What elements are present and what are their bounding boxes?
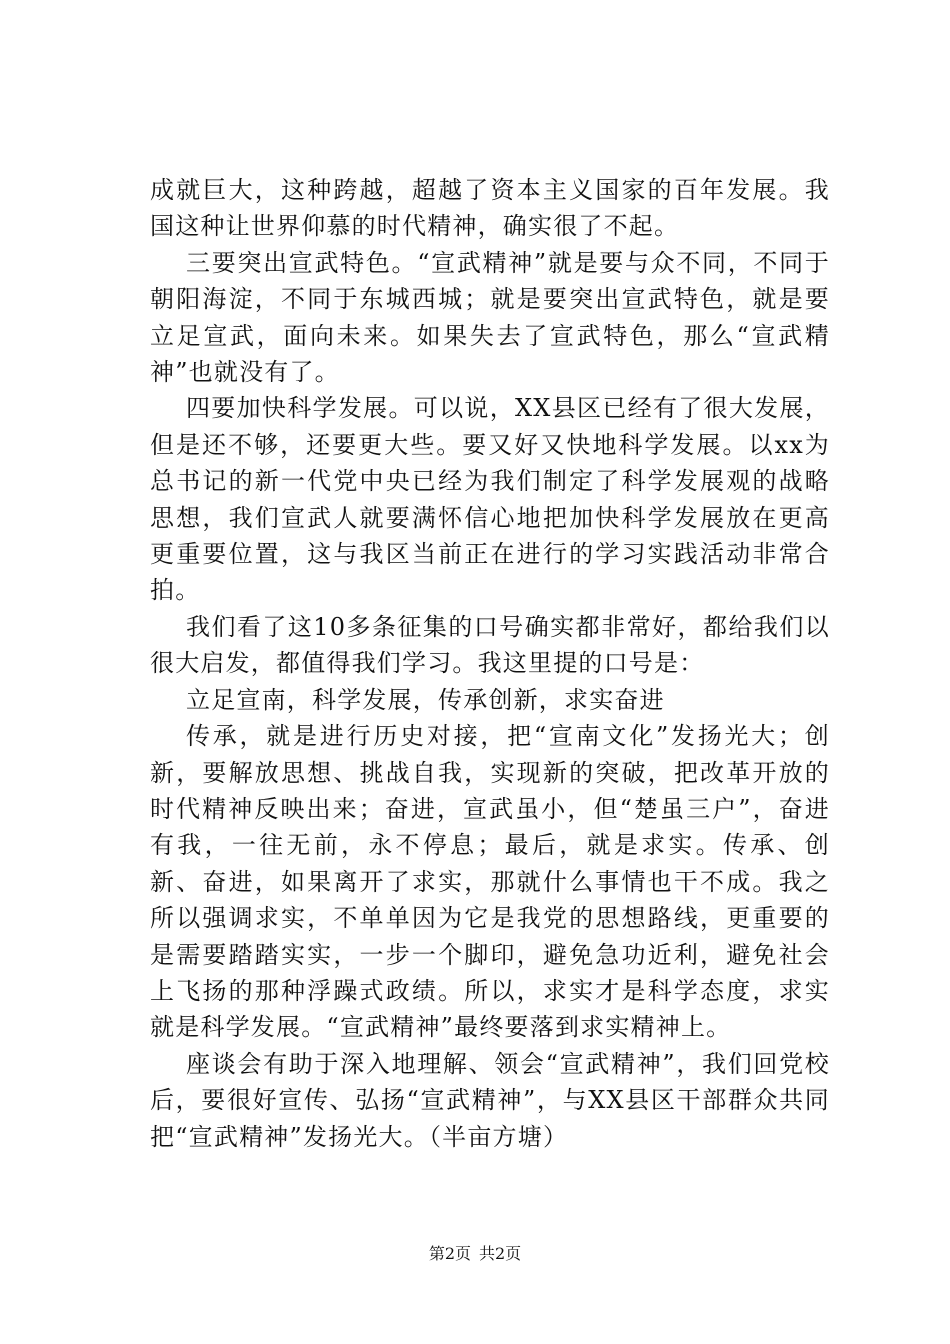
paragraph-3: 四要加快科学发展。可以说，XX县区已经有了很大发展，但是还不够，还要更大些。要又好又快地科学发展。以xx为总书记的新一代党中央已经为我们制定了科学发展观的战略思想，我们宣武人就要满怀信心地把加快科学发展放在更高更重要位置，这与我区当前正在进行的学习实践活动非常合拍。 <box>150 394 830 605</box>
paragraph-2: 三要突出宣武特色。“宣武精神”就是要与众不同，不同于朝阳海淀，不同于东城西城；就是要突出宣武特色，就是要立足宣武，面向未来。如果失去了宣武特色，那么“宣武精神”也就没有了。 <box>150 248 830 387</box>
page-footer <box>0 1244 950 1264</box>
paragraph-1: 成就巨大，这种跨越，超越了资本主义国家的百年发展。我国这种让世界仰慕的时代精神，确实很了不起。 <box>150 176 830 241</box>
paragraph-7: 座谈会有助于深入地理解、领会“宣武精神”，我们回党校后，要很好宣传、弘扬“宣武精神”，与XX县区干部群众共同把“宣武精神”发扬光大。（半亩方塘） <box>150 1049 830 1151</box>
paragraph-4: 我们看了这10多条征集的口号确实都非常好，都给我们以很大启发，都值得我们学习。我这里提的口号是： <box>150 612 830 678</box>
document-body <box>150 172 830 1155</box>
page-number-total: 共2页 <box>479 1244 522 1263</box>
page-number-current: 第2页 <box>428 1244 471 1263</box>
paragraph-6: 传承，就是进行历史对接，把“宣南文化”发扬光大；创新，要解放思想、挑战自我，实现新的突破，把改革开放的时代精神反映出来；奋进，宣武虽小，但“楚虽三户”，奋进有我，一往无前，永不停息；最后，就是求实。传承、创新、奋进，如果离开了求实，那就什么事情也干不成。我之所以强调求实，不单单因为它是我党的思想路线，更重要的是需要踏踏实实，一步一个脚印，避免急功近利，避免社会上飞扬的那种浮躁式政绩。所以，求实才是科学态度，求实就是科学发展。“宣武精神”最终要落到求实精神上。 <box>150 722 830 1042</box>
slogan-line: 立足宣南，科学发展，传承创新，求实奋进 <box>186 685 665 714</box>
